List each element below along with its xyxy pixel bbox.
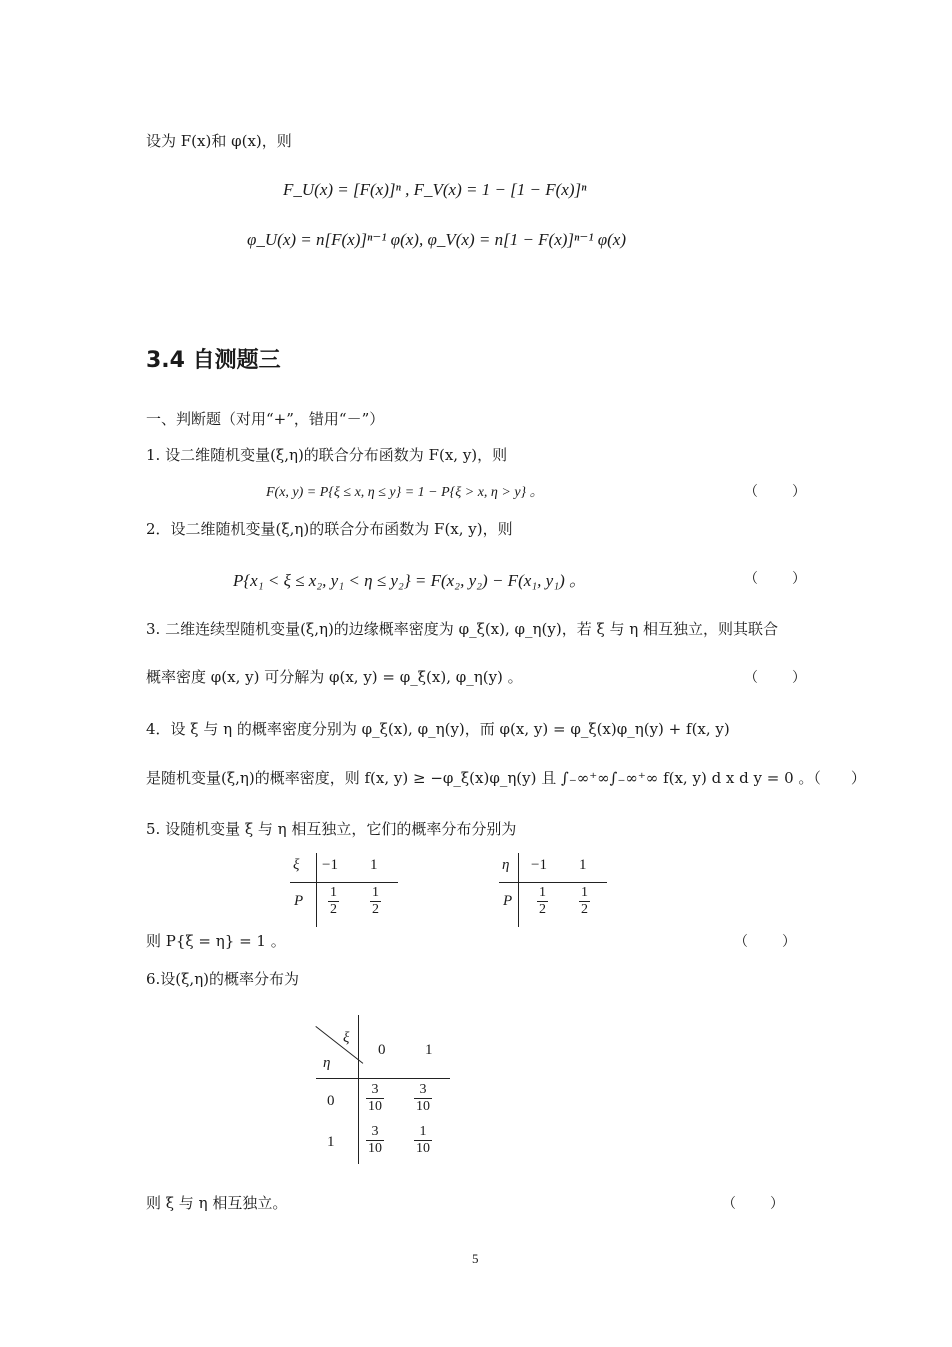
intro-line: 设为 F(x)和 φ(x)，则: [146, 132, 292, 150]
question-1-answer-blank[interactable]: （ ）: [744, 485, 808, 500]
joint-table-row-1-label: 1: [327, 1134, 335, 1150]
question-6-answer-blank[interactable]: （ ）: [722, 1197, 786, 1212]
joint-table-cell-1-1: $\frac{1}{10}$: [416, 1124, 430, 1156]
table-eta-prob-2: $\frac{1}{2}$: [581, 885, 588, 917]
question-5-text: 5. 设随机变量 ξ 与 η 相互独立，它们的概率分布分别为: [146, 820, 517, 838]
table-xi-prob-1: $\frac{1}{2}$: [330, 885, 337, 917]
table-eta-prob-1: $\frac{1}{2}$: [539, 885, 546, 917]
question-2-formula: P{x₁ < ξ ≤ x₂, y₁ < η ≤ y₂} = F(x₂, y₂) − F(x₁, y₁) 。: [233, 571, 587, 590]
question-6-text: 6.设(ξ,η)的概率分布为: [146, 970, 300, 988]
joint-table-row-0-label: 0: [327, 1093, 335, 1109]
formula-distribution: F_U(x) = [F(x)]ⁿ , F_V(x) = 1 − [1 − F(x)]ⁿ: [283, 180, 587, 199]
table-xi-horizontal-rule: [290, 882, 398, 883]
question-3-answer-blank[interactable]: （ ）: [744, 671, 808, 686]
joint-table-horizontal-rule: [316, 1078, 450, 1079]
joint-table-cell-0-0: $\frac{3}{10}$: [368, 1082, 382, 1114]
question-5-conclusion: 则 P{ξ = η} = 1 。: [146, 932, 286, 950]
question-1-formula: F(x, y) = P{ξ ≤ x, η ≤ y} = 1 − P{ξ > x, η > y} 。: [266, 485, 544, 500]
table-eta-vertical-rule: [518, 853, 519, 927]
question-2-text: 2．设二维随机变量(ξ,η)的联合分布函数为 F(x, y)，则: [146, 520, 513, 538]
table-xi-row-label: P: [294, 893, 304, 909]
question-4-line-1: 4．设 ξ 与 η 的概率密度分别为 φ_ξ(x), φ_η(y)，而 φ(x, y) = φ_ξ(x)φ_η(y) + f(x, y): [146, 720, 730, 738]
table-eta-variable: η: [502, 857, 510, 873]
section-heading: 3.4 自测题三: [146, 348, 281, 373]
joint-table-col-variable: ξ: [343, 1030, 350, 1046]
question-1-text: 1. 设二维随机变量(ξ,η)的联合分布函数为 F(x, y)，则: [146, 446, 508, 464]
joint-table-col-1: 1: [425, 1042, 433, 1058]
table-eta-value-2: 1: [579, 857, 587, 873]
table-xi-value-1: −1: [322, 857, 338, 873]
table-eta-horizontal-rule: [499, 882, 607, 883]
question-3-line-1: 3. 二维连续型随机变量(ξ,η)的边缘概率密度为 φ_ξ(x), φ_η(y)，若 ξ 与 η 相互独立，则其联合: [146, 620, 779, 638]
question-2-answer-blank[interactable]: （ ）: [744, 572, 808, 587]
joint-table-row-variable: η: [323, 1055, 331, 1071]
formula-density: φ_U(x) = n[F(x)]ⁿ⁻¹ φ(x), φ_V(x) = n[1 − F(x)]ⁿ⁻¹ φ(x): [247, 230, 626, 249]
table-xi-vertical-rule: [316, 853, 317, 927]
question-5-answer-blank[interactable]: （ ）: [734, 935, 798, 950]
table-eta-row-label: P: [503, 893, 513, 909]
table-eta-value-1: −1: [531, 857, 547, 873]
joint-table-cell-1-0: $\frac{3}{10}$: [368, 1124, 382, 1156]
question-3-line-2: 概率密度 φ(x, y) 可分解为 φ(x, y) = φ_ξ(x), φ_η(y) 。: [146, 668, 523, 686]
question-4-line-2: 是随机变量(ξ,η)的概率密度，则 f(x, y) ≥ −φ_ξ(x)φ_η(y) 且 ∫₋∞⁺∞∫₋∞⁺∞ f(x, y) d x d y = 0 。（ ）: [146, 769, 866, 787]
page-number: 5: [472, 1251, 479, 1266]
part-title: 一、判断题（对用“+”，错用“－”）: [146, 410, 385, 428]
joint-table-cell-0-1: $\frac{3}{10}$: [416, 1082, 430, 1114]
table-xi-value-2: 1: [370, 857, 378, 873]
question-6-conclusion: 则 ξ 与 η 相互独立。: [146, 1194, 288, 1212]
table-xi-variable: ξ: [293, 857, 300, 873]
joint-table-vertical-rule: [358, 1015, 359, 1164]
table-xi-prob-2: $\frac{1}{2}$: [372, 885, 379, 917]
joint-table-col-0: 0: [378, 1042, 386, 1058]
